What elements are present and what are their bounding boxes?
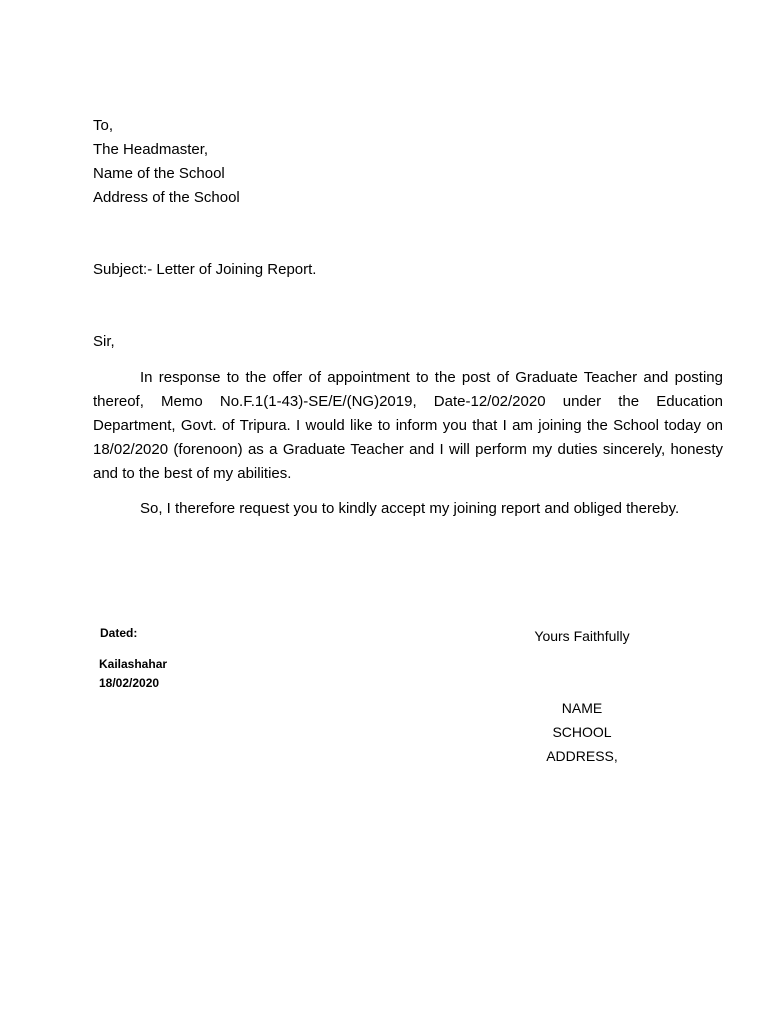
place: Kailashahar (99, 657, 168, 671)
recipient-school-name: Name of the School (93, 165, 225, 182)
salutation: Sir, (93, 333, 115, 350)
recipient-title: The Headmaster, (93, 141, 209, 158)
body-paragraph-2: So, I therefore request you to kindly accept my joining report and obliged thereby. (140, 500, 680, 517)
signature-address: ADDRESS, (546, 748, 618, 764)
letter-subject: Subject:- Letter of Joining Report. (93, 261, 317, 278)
signature-school: SCHOOL (552, 724, 612, 740)
dated-label: Dated: (100, 626, 138, 640)
date: 18/02/2020 (99, 676, 160, 690)
body-paragraph-1: In response to the offer of appointment to the post of Graduate Teacher and posting thereof, Memo No.F.1(1-43)-SE/E/(NG)2019, Date-12/02/2020 under the Education Department, Govt. of Tripura. I would like to inform you that I am joining the School today on 18/02/2020 (forenoon) as a Graduate Teacher and I will perform my duties sincerely, honesty and to the best of my abilities. (93, 369, 723, 482)
recipient-school-address: Address of the School (93, 189, 240, 206)
closing: Yours Faithfully (534, 628, 630, 644)
signature-name: NAME (561, 700, 603, 716)
recipient-to: To, (93, 117, 114, 134)
